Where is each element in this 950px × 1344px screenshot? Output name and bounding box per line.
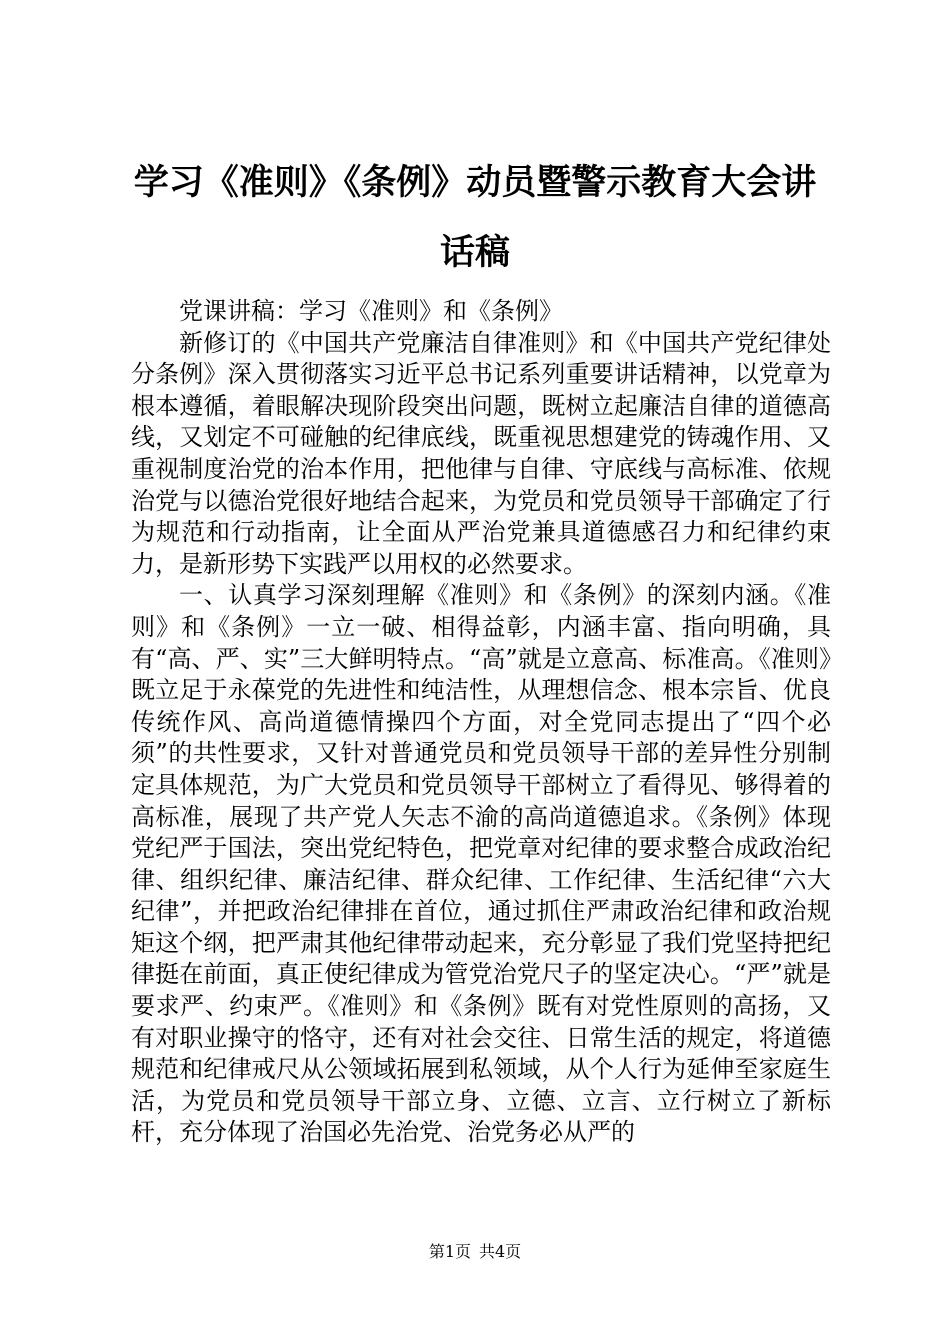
page-footer: [0, 1242, 950, 1262]
document-title-line-2: 话稿: [439, 233, 510, 273]
page-number-total: 共4页: [479, 1242, 522, 1261]
document-body: [131, 296, 831, 1149]
paragraph-intro: 新修订的《中国共产党廉洁自律准则》和《中国共产党纪律处分条例》深入贯彻落实习近平总书记系列重要讲话精神，以党章为根本遵循，着眼解决现阶段突出问题，既树立起廉洁自律的道德高线，又划定不可碰触的纪律底线，既重视思想建党的铸魂作用、又重视制度治党的治本作用，把他律与自律、守底线与高标准、依规治党与以德治党很好地结合起来，为党员和党员领导干部确定了行为规范和行动指南，让全面从严治党兼具道德感召力和纪律约束力，是新形势下实践严以用权的必然要求。: [131, 328, 831, 578]
page-number-current: 第1页: [428, 1242, 471, 1261]
paragraph-subtitle: 党课讲稿：学习《准则》和《条例》: [179, 297, 563, 325]
paragraph-section-one: 一、认真学习深刻理解《准则》和《条例》的深刻内涵。《准则》和《条例》一立一破、相得益彰，内涵丰富、指向明确，具有“高、严、实”三大鲜明特点。“高”就是立意高、标准高。《准则》既立足于永葆党的先进性和纯洁性，从理想信念、根本宗旨、优良传统作风、高尚道德情操四个方面，对全党同志提出了“四个必须”的共性要求，又针对普通党员和党员领导干部的差异性分别制定具体规范，为广大党员和党员领导干部树立了看得见、够得着的高标准，展现了共产党人矢志不渝的高尚道德追求。《条例》体现党纪严于国法，突出党纪特色，把党章对纪律的要求整合成政治纪律、组织纪律、廉洁纪律、群众纪律、工作纪律、生活纪律“六大纪律”，并把政治纪律排在首位，通过抓住严肃政治纪律和政治规矩这个纲，把严肃其他纪律带动起来，充分彰显了我们党坚持把纪律挺在前面，真正使纪律成为管党治党尺子的坚定决心。“严”就是要求严、约束严。《准则》和《条例》既有对党性原则的高扬，又有对职业操守的恪守，还有对社会交往、日常生活的规定，将道德规范和纪律戒尺从公领域拓展到私领域，从个人行为延伸至家庭生活，为党员和党员领导干部立身、立德、立言、立行树立了新标杆，充分体现了治国必先治党、治党务必从严的: [131, 581, 831, 1147]
document-title-line-1: 学习《准则》《条例》动员暨警示教育大会讲: [133, 163, 817, 203]
